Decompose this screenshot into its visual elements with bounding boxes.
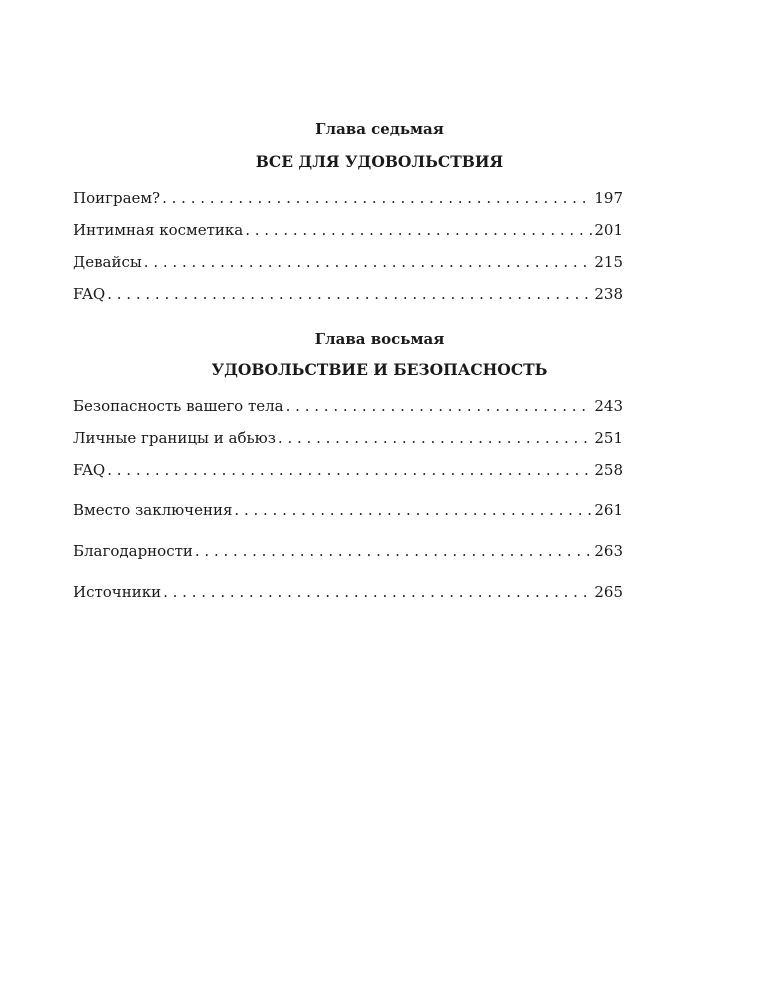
toc-entry-title: Девайсы bbox=[73, 253, 142, 271]
toc-entry[interactable] bbox=[73, 500, 623, 520]
toc-leader-dots bbox=[163, 582, 592, 602]
toc-entry-title: Личные границы и абьюз bbox=[73, 429, 276, 447]
toc-entry[interactable] bbox=[73, 220, 623, 240]
toc-entry-title: Источники bbox=[73, 583, 162, 601]
toc-entry[interactable] bbox=[73, 188, 623, 208]
toc-leader-dots bbox=[245, 220, 592, 240]
toc-entry-page: 265 bbox=[594, 583, 623, 601]
toc-leader-dots bbox=[286, 396, 593, 416]
toc-entry-page: 261 bbox=[594, 501, 623, 519]
toc-entry[interactable] bbox=[73, 252, 623, 272]
toc-entry[interactable] bbox=[73, 582, 623, 602]
toc-leader-dots bbox=[144, 252, 593, 272]
chapter-8-title: УДОВОЛЬСТВИЕ И БЕЗОПАСНОСТЬ bbox=[211, 360, 548, 379]
chapter-7-title: ВСЕ ДЛЯ УДОВОЛЬСТВИЯ bbox=[255, 152, 504, 171]
toc-entry-page: 238 bbox=[594, 285, 623, 303]
toc-entry-title: Вместо заключения bbox=[73, 501, 233, 519]
toc-entry-title: Безопасность вашего тела bbox=[73, 397, 284, 415]
toc-leader-dots bbox=[195, 541, 592, 561]
toc-entry-title: FAQ bbox=[73, 285, 106, 303]
toc-entry-page: 215 bbox=[594, 253, 623, 271]
toc-entry-page: 263 bbox=[594, 542, 623, 560]
chapter-7-label: Глава седьмая bbox=[315, 120, 444, 138]
toc-entry-title: Поиграем? bbox=[73, 189, 161, 207]
toc-entry-title: Интимная косметика bbox=[73, 221, 244, 239]
toc-entry[interactable] bbox=[73, 428, 623, 448]
toc-entry-page: 201 bbox=[594, 221, 623, 239]
toc-entry-page: 197 bbox=[594, 189, 623, 207]
toc-leader-dots bbox=[162, 188, 592, 208]
toc-entry[interactable] bbox=[73, 284, 623, 304]
toc-entry[interactable] bbox=[73, 396, 623, 416]
toc-leader-dots bbox=[107, 284, 592, 304]
toc-leader-dots bbox=[107, 460, 592, 480]
toc-entry-page: 258 bbox=[594, 461, 623, 479]
toc-leader-dots bbox=[278, 428, 592, 448]
toc-entry-title: FAQ bbox=[73, 461, 106, 479]
toc-leader-dots bbox=[234, 500, 592, 520]
chapter-8-label: Глава восьмая bbox=[314, 330, 445, 348]
toc-entry-page: 243 bbox=[594, 397, 623, 415]
toc-entry-title: Благодарности bbox=[73, 542, 193, 560]
toc-entry[interactable] bbox=[73, 541, 623, 561]
toc-entry[interactable] bbox=[73, 460, 623, 480]
toc-entry-page: 251 bbox=[594, 429, 623, 447]
